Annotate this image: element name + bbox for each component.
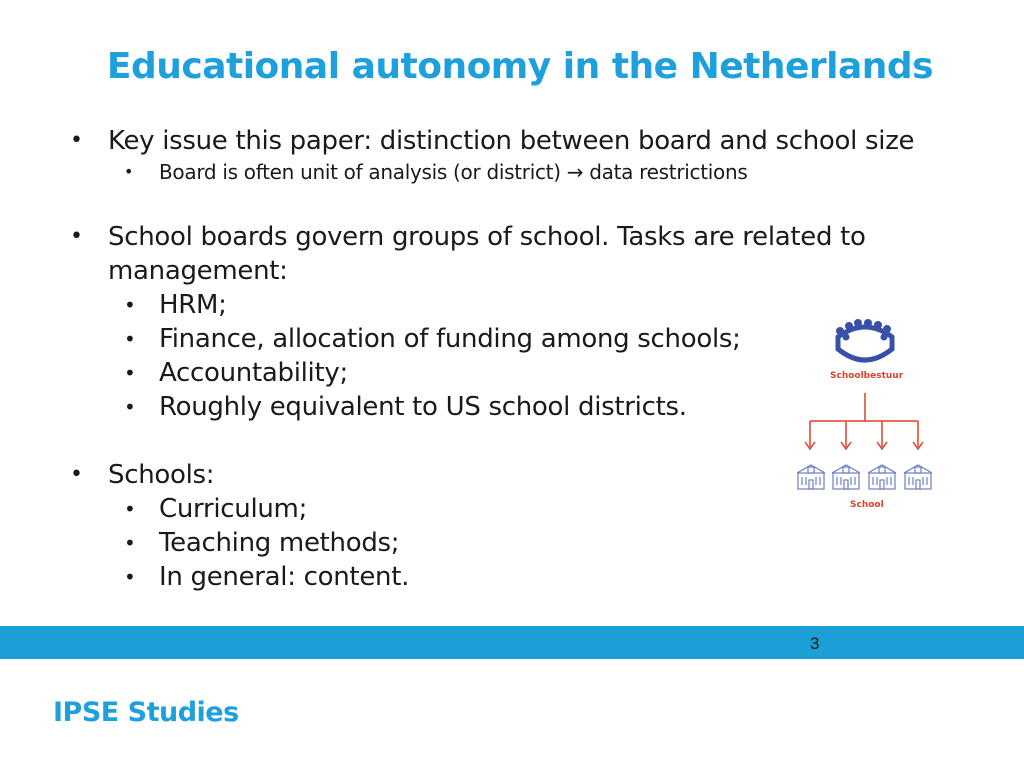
bullet-text: Key issue this paper: distinction between board and school size bbox=[108, 126, 915, 156]
sub-bullet-text: Board is often unit of analysis (or district) → data restrictions bbox=[159, 160, 748, 184]
sub-bullet-text: Teaching methods; bbox=[159, 528, 400, 558]
sub-bullet-item bbox=[124, 322, 741, 356]
arrow-down-icons bbox=[805, 442, 923, 449]
governance-diagram bbox=[790, 315, 940, 515]
sub-bullet-item bbox=[124, 526, 400, 560]
bullet-dot-icon: • bbox=[124, 327, 136, 351]
bullet-dot-icon: • bbox=[124, 293, 136, 317]
sub-bullet-text: Accountability; bbox=[159, 358, 348, 388]
school-board-icon bbox=[836, 319, 892, 360]
bullet-text-line1: School boards govern groups of school. Tasks are related to bbox=[108, 222, 866, 252]
page-number: 3 bbox=[810, 634, 820, 653]
bullet-dot-icon: • bbox=[70, 224, 83, 249]
sub-bullet-item bbox=[124, 356, 348, 390]
sub-bullet-text: Roughly equivalent to US school districts. bbox=[159, 392, 687, 422]
bullet-dot-icon: • bbox=[70, 462, 83, 487]
footer-bar bbox=[0, 626, 1024, 659]
sub-bullet-item bbox=[124, 492, 308, 526]
school-label: School bbox=[850, 500, 884, 510]
sub-bullet-item bbox=[124, 288, 227, 322]
hierarchy-connectors bbox=[810, 393, 918, 447]
footer-brand: IPSE Studies bbox=[53, 697, 239, 728]
sub-bullet-text: In general: content. bbox=[159, 562, 410, 592]
governance-diagram-graphic bbox=[790, 315, 940, 515]
sub-bullet-text: Finance, allocation of funding among schools; bbox=[159, 324, 741, 354]
bullet-item-continued bbox=[108, 254, 288, 288]
bullet-dot-icon: • bbox=[124, 531, 136, 555]
school-board-label: Schoolbestuur bbox=[830, 371, 904, 381]
bullet-dot-icon: • bbox=[124, 361, 136, 385]
bullet-item bbox=[70, 458, 215, 492]
bullet-item bbox=[70, 220, 866, 254]
slide-title: Educational autonomy in the Netherlands bbox=[106, 46, 934, 87]
bullet-dot-icon: • bbox=[124, 395, 136, 419]
sub-bullet-item bbox=[124, 390, 687, 424]
sub-bullet-item bbox=[124, 560, 410, 594]
sub-bullet-text: Curriculum; bbox=[159, 494, 308, 524]
bullet-text-line2: management: bbox=[108, 256, 288, 286]
sub-bullet-text: HRM; bbox=[159, 290, 227, 320]
bullet-dot-icon: • bbox=[70, 128, 83, 153]
bullet-dot-icon: • bbox=[124, 565, 136, 589]
sub-bullet-item bbox=[124, 155, 748, 189]
bullet-text: Schools: bbox=[108, 460, 215, 490]
school-building-icons bbox=[797, 465, 932, 489]
bullet-item bbox=[70, 124, 915, 158]
bullet-dot-icon: • bbox=[124, 497, 136, 521]
bullet-dot-icon: • bbox=[124, 162, 134, 181]
